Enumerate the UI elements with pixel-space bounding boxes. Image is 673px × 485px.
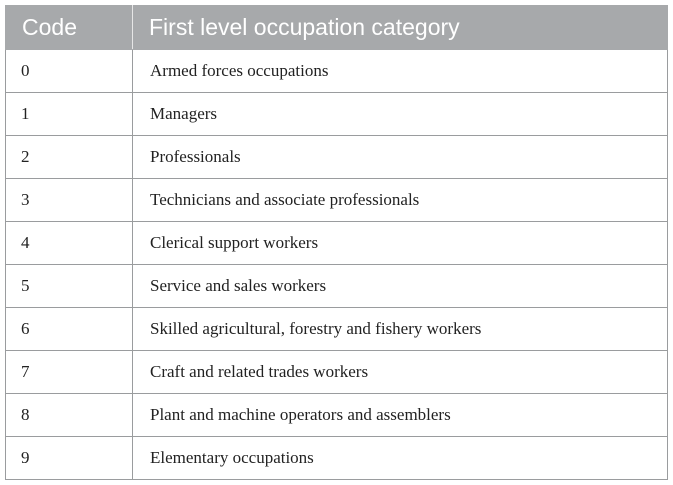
table-row [6,50,668,93]
table-row [6,308,668,351]
code-cell: 0 [6,50,133,93]
table-row [6,437,668,480]
code-cell: 6 [6,308,133,351]
code-cell: 9 [6,437,133,480]
table-header [6,6,668,50]
occupation-code-table [5,5,668,480]
category-cell: Technicians and associate professionals [133,179,668,222]
table-row [6,93,668,136]
table-row [6,222,668,265]
category-cell: Service and sales workers [133,265,668,308]
header-category: First level occupation category [133,6,668,50]
category-cell: Clerical support workers [133,222,668,265]
header-row [6,6,668,50]
code-cell: 2 [6,136,133,179]
category-cell: Managers [133,93,668,136]
table-row [6,179,668,222]
category-cell: Plant and machine operators and assemblers [133,394,668,437]
code-cell: 5 [6,265,133,308]
table-row [6,394,668,437]
header-code: Code [6,6,133,50]
code-cell: 7 [6,351,133,394]
code-cell: 3 [6,179,133,222]
category-cell: Craft and related trades workers [133,351,668,394]
code-cell: 8 [6,394,133,437]
table-body [6,50,668,480]
table-row [6,351,668,394]
category-cell: Armed forces occupations [133,50,668,93]
table-row [6,136,668,179]
code-cell: 1 [6,93,133,136]
code-cell: 4 [6,222,133,265]
category-cell: Elementary occupations [133,437,668,480]
category-cell: Professionals [133,136,668,179]
table-row [6,265,668,308]
category-cell: Skilled agricultural, forestry and fishery workers [133,308,668,351]
